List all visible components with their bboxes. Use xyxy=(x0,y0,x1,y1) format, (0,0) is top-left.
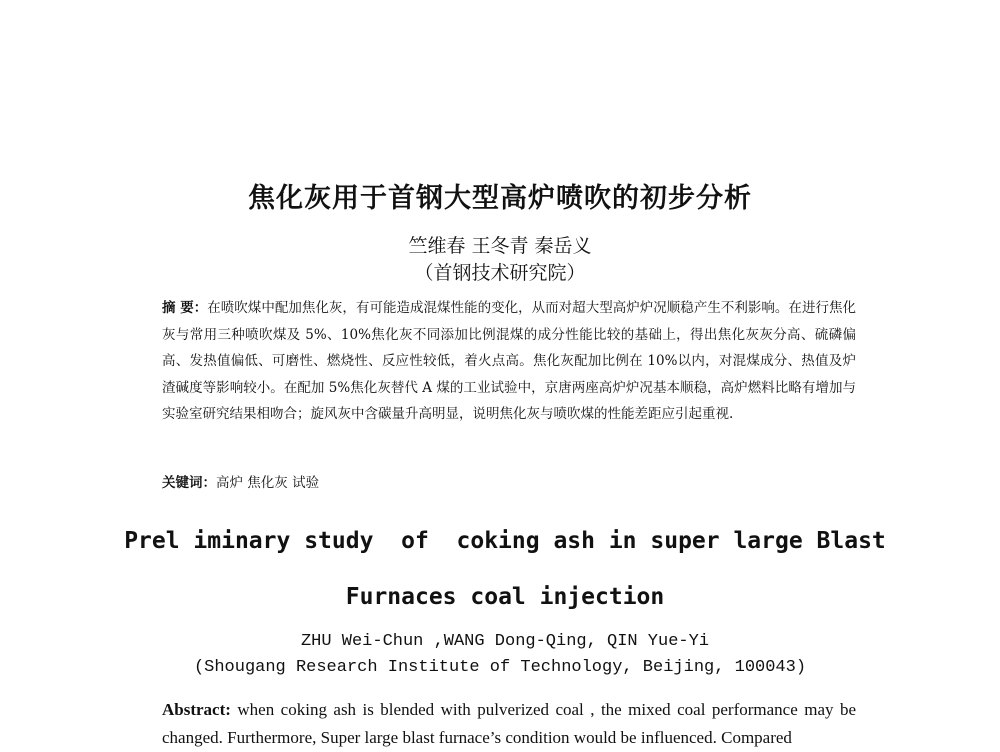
chinese-keywords-text: 高炉 焦化灰 试验 xyxy=(216,475,320,491)
chinese-affiliation: （首钢技术研究院） xyxy=(414,262,586,284)
chinese-abstract xyxy=(162,295,856,428)
chinese-authors: 竺维春 王冬青 秦岳义 xyxy=(408,235,592,257)
english-affiliation: (Shougang Research Institute of Technology, Beijing, 100043) xyxy=(193,658,807,677)
chinese-keywords-label: 关键词： xyxy=(162,475,216,491)
chinese-abstract-label: 摘 要： xyxy=(162,300,208,316)
chinese-keywords xyxy=(162,471,856,491)
english-abstract-text: when coking ash is blended with pulverized coal , the mixed coal performance may be changed. Furthermore, Super large blast furnace’s condition would be influenced. Compared xyxy=(162,700,857,747)
english-authors: ZHU Wei-Chun ,WANG Dong-Qing, QIN Yue-Yi xyxy=(300,632,710,651)
english-title-line-1: Prel iminary study of coking ash in super large Blast xyxy=(124,528,886,554)
english-abstract-label: Abstract: xyxy=(162,700,231,719)
english-title-line-2: Furnaces coal injection xyxy=(345,584,665,610)
english-abstract xyxy=(162,696,856,752)
chinese-title: 焦化灰用于首钢大型高炉喷吹的初步分析 xyxy=(248,183,752,214)
chinese-abstract-text: 在喷吹煤中配加焦化灰，有可能造成混煤性能的变化，从而对超大型高炉炉况顺稳产生不利影响。在进行焦化灰与常用三种喷吹煤及 5%、10%焦化灰不同添加比例混煤的成分性能比较的基础上，得出焦化灰灰分高、硫磷偏高、发热值偏低、可磨性、燃烧性、反应性较低，着火点高。焦化灰配加比例在 10%以内，对混煤成分、热值及炉渣碱度等影响较小。在配加 5%焦化灰替代 A 煤的工业试验中，京唐两座高炉炉况基本顺稳，高炉燃料比略有增加与实验室研究结果相吻合；旋风灰中含碳量升高明显，说明焦化灰与喷吹煤的性能差距应引起重视. xyxy=(162,300,856,422)
